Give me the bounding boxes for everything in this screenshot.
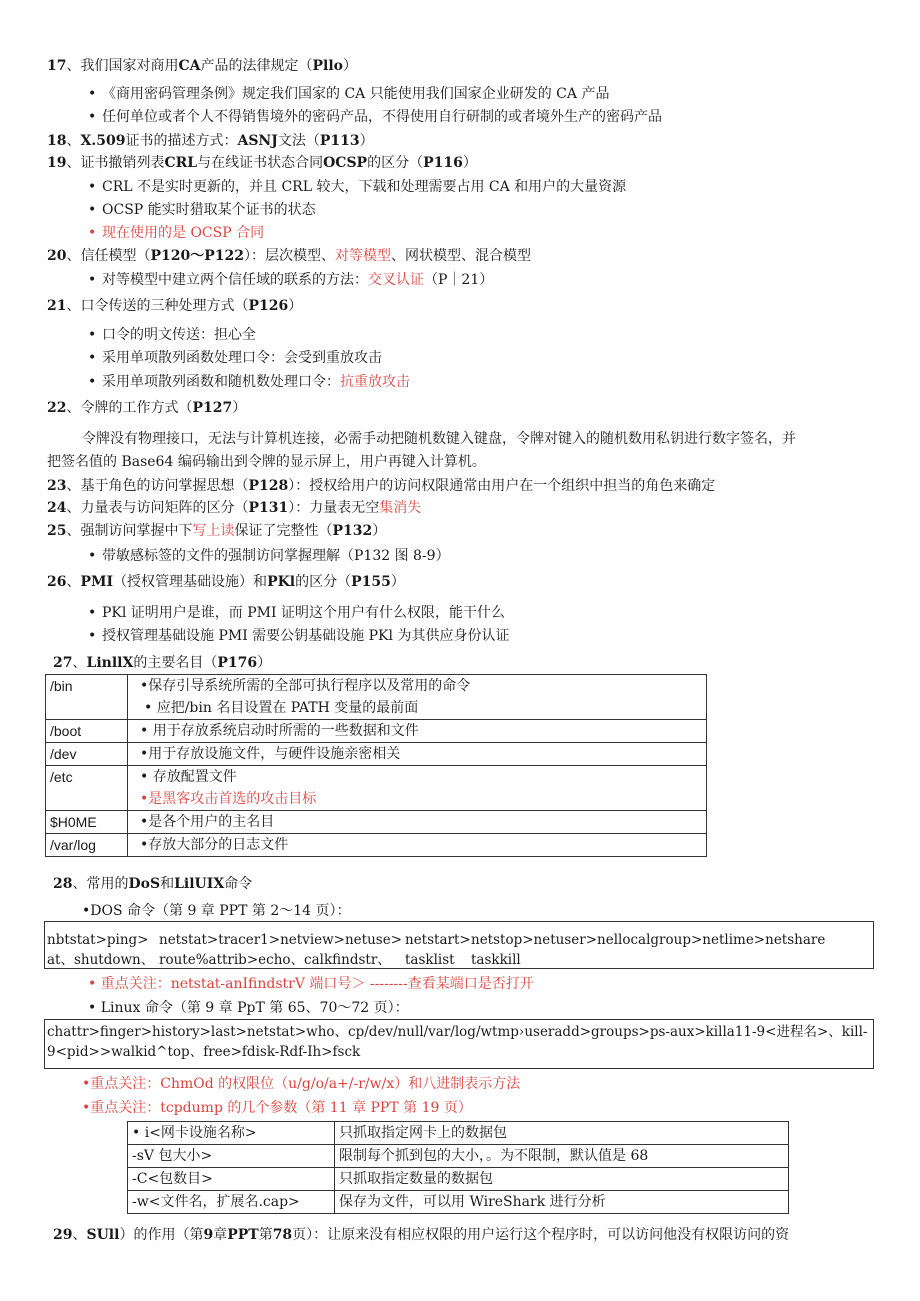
param-option: -C<包数目> [128,1168,335,1191]
dir-name: /etc [46,766,128,811]
dir-desc: • 用于存放系统启动时所需的一些数据和文件 [128,720,707,743]
list-item: • 采用单项散列函数处理口令：会受到重放攻击 [88,350,382,366]
dos-commands-label: •DOS 命令（第 9 章 PPT 第 2～14 页）： [82,903,351,919]
linux-commands-label: • Linux 命令（第 9 章 PpT 第 65、70～72 页）： [88,1000,409,1016]
list-item: • OCSP 能实时猎取某个证书的状态 [88,202,316,218]
list-item: • PKl 证明用户是谁，而 PMI 证明这个用户有什么权限，能干什么 [88,605,505,621]
param-desc: 只抓取指定数量的数据包 [335,1168,789,1191]
item-22-heading: 22、令牌的工作方式（P127） [47,400,247,416]
linux-directory-table [45,674,707,857]
paragraph-line: 把签名值的 Base64 编码输出到令牌的显示屏上，用户再键入计算机。 [47,454,486,470]
table-row [128,1191,789,1214]
param-desc: 保存为文件，可以用 WireShark 进行分析 [335,1191,789,1214]
table-row [46,675,707,720]
item-28-heading: 28、常用的DoS和LilUIX命令 [53,876,253,892]
param-desc: 只抓取指定网卡上的数据包 [335,1122,789,1145]
item-19-heading: 19、证书撤销列表CRL与在线证书状态合同OCSP的区分（P116） [47,155,477,171]
list-item: • 授权管理基础设施 PMI 需要公钥基础设施 PKl 为其供应身份认证 [88,628,510,644]
tcpdump-params-table [127,1121,789,1214]
item-27-heading: 27、LinllX的主要名目（P176） [53,655,272,671]
item-21-heading: 21、口令传送的三种处理方式（P126） [47,298,303,314]
dir-desc: •保存引导系统所需的全部可执行程序以及常用的命令 • 应把/bin 名目设置在 PATH 变量的最前面 [128,675,707,720]
dir-desc: •用于存放设施文件，与硬件设施亲密相关 [128,743,707,766]
dir-desc: •存放大部分的日志文件 [128,834,707,857]
table-row [128,1145,789,1168]
list-item: • 采用单项散列函数和随机数处理口令：抗重放攻击 [88,374,410,390]
list-item: • 口令的明文传送：担心全 [88,327,256,343]
item-29-heading: 29、SUll）的作用（第9章PPT第78页）：让原来没有相应权限的用户运行这个程序时，可以访问他没有权限访问的资 [53,1227,790,1243]
linux-commands-box: chattr>finger>history>last>netstat>who、cp/dev/null/var/log/wtmp›useradd>groups>ps-aux>killa11-9<进程名>、kill- 9<pid>>walkid^top、free>fdisk-Rdf-Ih>fsck [44,1019,874,1069]
dir-name: /bin [46,675,128,720]
focus-note-chmod: •重点关注：ChmOd 的权限位（u/g/o/a+/-r/w/x）和八进制表示方法 [82,1076,521,1092]
list-item: • 对等模型中建立两个信任域的联系的方法：交叉认证（P｜21） [88,272,494,288]
item-25-heading: 25、强制访问掌握中下写上读保证了完整性（P132） [47,523,387,539]
item-24-heading: 24、力量表与访问矩阵的区分（P131）：力量表无空集消失 [47,500,422,516]
focus-note-netstat: • 重点关注：netstat-anIfindstrV 端口号＞ --------查看某端口是否打开 [88,976,534,992]
list-item: • CRL 不是实时更新的，并且 CRL 较大，下载和处理需要占用 CA 和用户的大量资源 [88,179,627,195]
dir-name: /var/log [46,834,128,857]
param-desc: 限制每个抓到包的大小，。为不限制，默认值是 68 [335,1145,789,1168]
dir-desc: •是各个用户的主名目 [128,811,707,834]
param-option: -w<文件名，扩展名.cap> [128,1191,335,1214]
table-row [46,811,707,834]
dir-name: /boot [46,720,128,743]
list-item: • 现在使用的是 OCSP 合同 [88,225,265,241]
item-17-heading: 17、我们国家对商用CA产品的法律规定（Pllo） [47,58,358,74]
item-23-heading: 23、基于角色的访问掌握思想（P128）：授权给用户的访问权限通常由用户在一个组织中担当的角色来确定 [47,478,716,494]
table-row [46,834,707,857]
dir-name: /dev [46,743,128,766]
paragraph-line: 令牌没有物理接口，无法与计算机连接，必需手动把随机数键入键盘，令牌对键入的随机数用私钥进行数字签名，并 [82,431,796,447]
table-row [46,766,707,811]
param-option: -sV 包大小> [128,1145,335,1168]
table-row [128,1122,789,1145]
dir-name: $H0ME [46,811,128,834]
item-18-heading: 18、X.509证书的描述方式：ASNJ文法（P113） [47,133,374,149]
table-row [46,720,707,743]
dir-desc: • 存放配置文件 •是黑客攻击首选的攻击目标 [128,766,707,811]
focus-note-tcpdump: •重点关注：tcpdump 的几个参数（第 11 章 PPT 第 19 页） [82,1100,472,1116]
table-row [46,743,707,766]
list-item: • 任何单位或者个人不得销售境外的密码产品，不得使用自行研制的或者境外生产的密码产品 [88,109,662,125]
item-26-heading: 26、PMI（授权管理基础设施）和PKl的区分（P155） [47,574,405,590]
dos-commands-box: nbtstat>ping> netstat>tracer1>netview>netuse> netstart> netstop>netuser>nellocalgroup>netlime>netshare at、shutdown、 route%attrib>echo、calkfindstr、 tasklist taskkill [44,921,874,969]
list-item: • 《商用密码管理条例》规定我们国家的 CA 只能使用我们国家企业研发的 CA 产品 [88,86,610,102]
table-row [128,1168,789,1191]
list-item: • 带敏感标签的文件的强制访问掌握理解（P132 图 8-9） [88,548,450,564]
item-20-heading: 20、信任模型（P120～P122）：层次模型、对等模型、网状模型、混合模型 [47,248,531,264]
param-option: • i<网卡设施名称> [128,1122,335,1145]
